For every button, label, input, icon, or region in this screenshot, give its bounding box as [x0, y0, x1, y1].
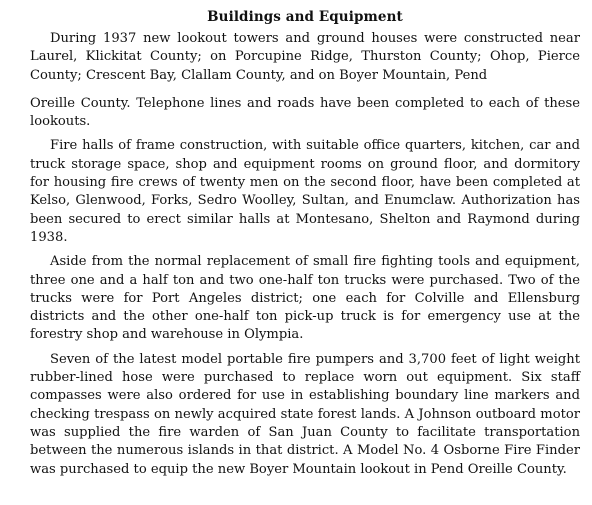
section-heading: Buildings and Equipment — [207, 9, 403, 25]
paragraph-trucks: Aside from the normal replacement of small fire fighting tools and equipment, three one and a half ton and two one-half ton trucks were purchased. Two of the trucks were for Port Angeles district; one each for Colville and Ellensburg districts and the other one-half ton pick-up truck is for emergency use at the forestry shop and warehouse in Olympia. — [30, 254, 580, 343]
paragraph-lookout-towers-continued: Oreille County. Telephone lines and roads have been completed to each of these lookouts. — [30, 95, 580, 130]
paragraph-lookout-towers: During 1937 new lookout towers and ground houses were constructed near Laurel, Klickitat County; on Porcupine Ridge, Thurston County; Ohop, Pierce County; Crescent Bay, Clallam County, and on Boyer Mountain, Pend — [30, 31, 580, 83]
paragraph-fire-halls: Fire halls of frame construction, with suitable office quarters, kitchen, car and truck storage space, shop and equipment rooms on ground floor, and dormitory for housing fire crews of twenty men on the second floor, have been completed at Kelso, Glenwood, Forks, Sedro Woolley, Sultan, and Enumclaw. Authorization has been secured to erect similar halls at Montesano, Shelton and Raymond during 1938. — [30, 138, 580, 245]
paragraph-pumpers-equipment: Seven of the latest model portable fire pumpers and 3,700 feet of light weight rubber-lined hose were purchased to replace worn out equipment. Six staff compasses were also ordered for use in establishing boundary line markers and checking trespass on newly acquired state forest lands. A Johnson outboard motor was supplied the fire warden of San Juan County to facilitate transportation between the numerous islands in that district. A Model No. 4 Osborne Fire Finder was purchased to equip the new Boyer Mountain lookout in Pend Oreille County. — [30, 351, 580, 477]
